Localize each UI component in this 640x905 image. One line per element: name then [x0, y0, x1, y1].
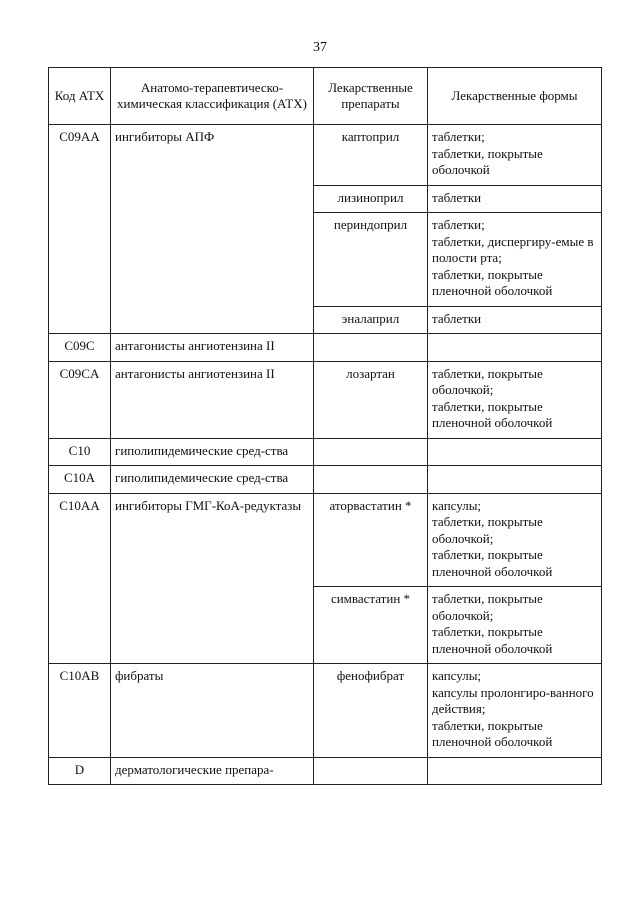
- table-row: [49, 466, 602, 494]
- dosage-form-line: таблетки;: [432, 217, 485, 232]
- dosage-form-line: капсулы;: [432, 497, 482, 513]
- drug-name-cell: аторвастатин *: [314, 493, 428, 587]
- header-forms: Лекарственные формы: [428, 68, 602, 125]
- dosage-form-line: таблетки, покрытые оболочкой;: [432, 514, 543, 546]
- dosage-form-line: таблетки, покрытые пленочной оболочкой: [432, 398, 553, 430]
- dosage-form-line: таблетки, покрытые оболочкой;: [432, 591, 543, 623]
- atc-code-cell: C09AA: [49, 125, 111, 334]
- drug-name-cell: [314, 438, 428, 466]
- table-row: [49, 664, 602, 758]
- dosage-form-line: таблетки, покрытые пленочной оболочкой: [432, 266, 553, 298]
- dosage-forms-cell: [428, 466, 602, 494]
- dosage-form-line: таблетки, покрытые оболочкой;: [432, 365, 543, 397]
- drug-name-cell: [314, 466, 428, 494]
- atc-classification-cell: антагонисты ангиотензина II: [111, 334, 314, 362]
- dosage-forms-cell: [428, 438, 602, 466]
- atc-classification-cell: гиполипидемические сред-ства: [111, 438, 314, 466]
- dosage-form-line: таблетки: [432, 310, 482, 326]
- header-drugs: Лекарственные препараты: [314, 68, 428, 125]
- atc-classification-cell: ингибиторы АПФ: [111, 125, 314, 334]
- atc-code-cell: C09C: [49, 334, 111, 362]
- atc-classification-cell: дерматологические препара-: [111, 757, 314, 785]
- table-row: [49, 361, 602, 438]
- table-row: [49, 493, 602, 587]
- dosage-form-line: таблетки, диспергиру-емые в полости рта;: [432, 233, 594, 265]
- page-number: 37: [313, 40, 327, 55]
- dosage-forms-cell: [428, 493, 602, 587]
- drug-name-cell: фенофибрат: [314, 664, 428, 758]
- drug-name-cell: периндоприл: [314, 213, 428, 307]
- dosage-forms-cell: [428, 213, 602, 307]
- dosage-forms-cell: [428, 125, 602, 186]
- atc-code-cell: C10AB: [49, 664, 111, 758]
- atc-code-cell: C10AA: [49, 493, 111, 664]
- drug-name-cell: лозартан: [314, 361, 428, 438]
- dosage-forms-cell: [428, 757, 602, 785]
- table-header-row: [49, 68, 602, 125]
- atc-classification-cell: ингибиторы ГМГ-КоА-редуктазы: [111, 493, 314, 664]
- atc-classification-cell: фибраты: [111, 664, 314, 758]
- dosage-form-line: таблетки, покрытые пленочной оболочкой: [432, 717, 553, 749]
- dosage-form-line: капсулы;: [432, 668, 482, 683]
- drug-name-cell: [314, 334, 428, 362]
- drug-name-cell: лизиноприл: [314, 185, 428, 213]
- dosage-form-line: таблетки: [432, 189, 482, 205]
- dosage-forms-cell: [428, 664, 602, 758]
- drug-name-cell: каптоприл: [314, 125, 428, 186]
- dosage-forms-cell: [428, 334, 602, 362]
- table-row: [49, 757, 602, 785]
- table-row: [49, 125, 602, 186]
- header-classification: Анатомо-терапевтическо-химическая классификация (АТХ): [111, 68, 314, 125]
- header-code: Код АТХ: [49, 68, 111, 125]
- dosage-forms-cell: [428, 185, 602, 213]
- drug-name-cell: симвастатин *: [314, 587, 428, 664]
- table-row: [49, 438, 602, 466]
- dosage-form-line: таблетки, покрытые пленочной оболочкой: [432, 624, 553, 656]
- atc-code-cell: C09CA: [49, 361, 111, 438]
- dosage-forms-cell: [428, 587, 602, 664]
- dosage-forms-cell: [428, 306, 602, 334]
- drug-name-cell: [314, 757, 428, 785]
- drug-name-cell: эналаприл: [314, 306, 428, 334]
- atc-code-cell: C10A: [49, 466, 111, 494]
- atc-classification-cell: антагонисты ангиотензина II: [111, 361, 314, 438]
- atc-code-cell: C10: [49, 438, 111, 466]
- atc-table-body: [49, 125, 602, 785]
- atc-table: [48, 67, 602, 785]
- atc-code-cell: D: [49, 757, 111, 785]
- dosage-form-line: таблетки, покрытые пленочной оболочкой: [432, 547, 553, 579]
- dosage-form-line: таблетки, покрытые оболочкой: [432, 145, 543, 177]
- dosage-forms-cell: [428, 361, 602, 438]
- dosage-form-line: таблетки;: [432, 129, 485, 144]
- dosage-form-line: капсулы пролонгиро-ванного действия;: [432, 684, 594, 716]
- table-row: [49, 334, 602, 362]
- atc-classification-cell: гиполипидемические сред-ства: [111, 466, 314, 494]
